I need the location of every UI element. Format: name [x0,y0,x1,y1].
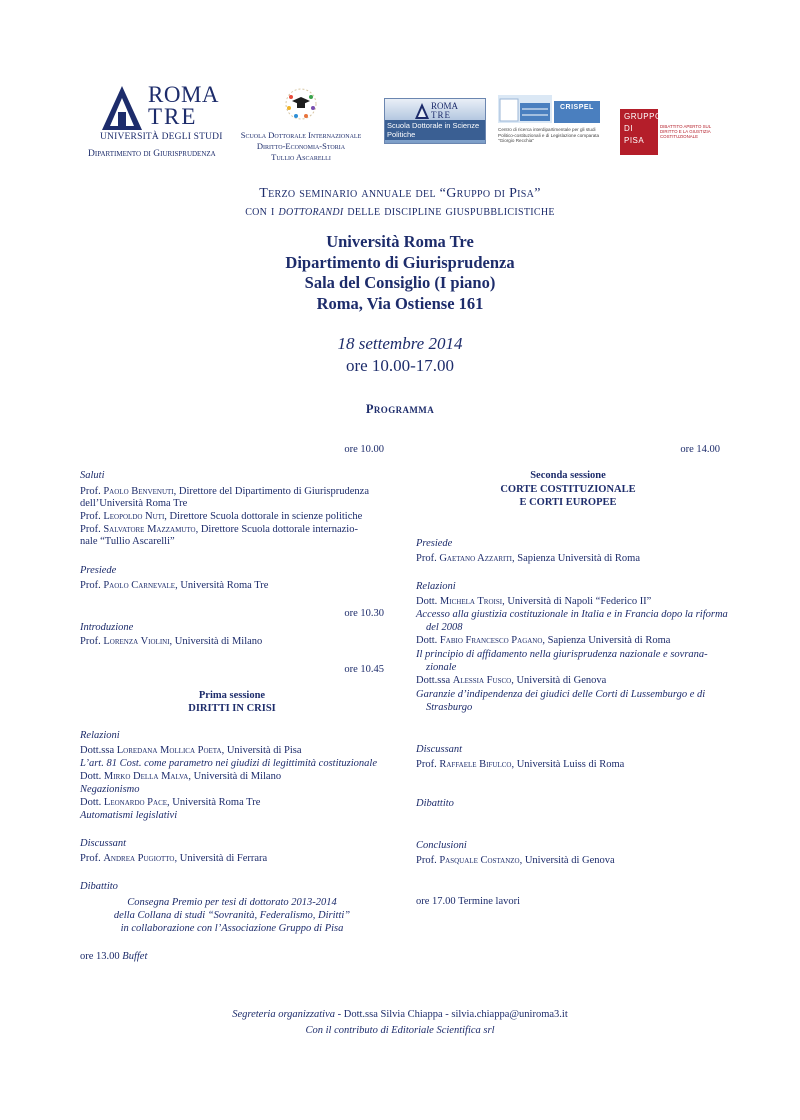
introduzione-label: Introduzione [80,622,134,633]
venue-line: Roma, Via Ostiense 161 [316,293,484,313]
sdsp-word2: TRE [431,110,451,120]
speaker-line: Prof. Paolo Benvenuti, Direttore del Dipartimento di Giurisprudenza [80,486,369,497]
speaker-line: Prof. Lorenza Violini, Università di Milano [80,636,263,647]
roma-tre-word1: ROMA [148,82,220,107]
session-title: Seconda sessione [530,470,606,481]
speaker-line: Prof. Leopoldo Nuti, Direttore Scuola dottorale in scienze politiche [80,511,363,522]
discussant-label: Discussant [80,838,127,849]
speaker-line: Prof. Paolo Carnevale, Università Roma Tre [80,580,269,591]
venue-line: Università Roma Tre [326,232,474,251]
session-subtitle: CORTE COSTITUZIONALE [500,484,636,495]
premio-line: in collaborazione con l’Associazione Gruppo di Pisa [120,923,344,934]
footer-contributo: Con il contributo di Editoriale Scientifica srl [305,1025,495,1036]
saluti-label: Saluti [80,470,105,481]
relazioni-label: Relazioni [80,730,120,741]
speaker-line: Dott. Fabio Francesco Pagano, Sapienza Università di Roma [416,635,671,646]
speaker-line: Dott. Leonardo Pace, Università Roma Tre [80,797,261,808]
presiede-label: Presiede [416,538,453,549]
crispel-text: Centro di ricerca interdipartimentale per gli studi Politico-costituzionali e di Legislazione comparata "Giorgio Recchia" [498,127,600,144]
talk-title: del 2008 [426,622,463,633]
session-subtitle: DIRITTI IN CRISI [188,703,276,714]
buffet-line: ore 13.00 Buffet [80,951,148,962]
dibattito-label: Dibattito [416,798,454,809]
scuola-line2: Diritto-Economia-Storia [256,141,346,151]
department-name: Dipartimento di Giurisprudenza [88,149,216,159]
talk-title: L’art. 81 Cost. come parametro nei giudizi di legittimità costituzionale [80,758,378,769]
scuola-line3: Tullio Ascarelli [271,152,331,162]
speaker-line: Prof. Raffaele Bifulco, Università Luiss di Roma [416,759,625,770]
sdsp-caption: Scuola Dottorale in Scienze Politiche [385,120,485,140]
conclusioni-label: Conclusioni [416,840,467,851]
talk-title: Accesso alla giustizia costituzionale in Italia e in Francia dopo la riforma [416,609,728,620]
scuola-line1: Scuola Dottorale Internazionale [240,130,362,140]
event-date: 18 settembre 2014 [337,334,463,353]
speaker-line: nale “Tullio Ascarelli” [80,536,175,547]
segreteria-label: Segreteria organizzativa [232,1009,335,1020]
footer-segreteria [0,1009,800,1020]
talk-title: Il principio di affidamento nella giurisprudenza nazionale e sovrana- [416,649,708,660]
discussant-label: Discussant [416,744,463,755]
time-label: ore 10.45 [344,664,384,675]
speaker-line: Dott.ssa Loredana Mollica Poeta, Università di Pisa [80,745,302,756]
title-line2-post: delle discipline giuspubblicistiche [347,204,555,219]
roma-tre-university: UNIVERSITÀ DEGLI STUDI [100,132,223,142]
presiede-label: Presiede [80,565,117,576]
roma-tre-word2: TRE [148,104,198,129]
speaker-line: Dott. Mirko Della Malva, Università di Milano [80,771,282,782]
programma-heading: Programma [365,402,435,416]
talk-title: zionale [426,662,457,673]
session-subtitle: E CORTI EUROPEE [519,497,617,508]
end-time: ore 17.00 Termine lavori [416,896,521,907]
title-line2-em: dottorandi [278,204,344,219]
speaker-line: Dott.ssa Alessia Fusco, Università di Genova [416,675,607,686]
crispel-label: CRISPEL [560,104,594,111]
time-label: ore 10.30 [344,608,384,619]
speaker-line: Prof. Pasquale Costanzo, Università di Genova [416,855,615,866]
gruppo-line2: DI [624,124,633,133]
speaker-line: Dott. Michela Troisi, Università di Napoli “Federico II” [416,596,652,607]
time-label: ore 10.00 [344,444,384,455]
event-time: ore 10.00-17.00 [345,356,455,375]
venue-line: Dipartimento di Giurisprudenza [285,252,515,272]
venue-line: Sala del Consiglio (I piano) [304,273,496,292]
talk-title: Strasburgo [426,702,473,713]
gruppo-line3: PISA [624,136,645,145]
talk-title: Negazionismo [80,784,140,795]
dibattito-label: Dibattito [80,881,118,892]
session-title: Prima sessione [198,690,266,701]
title-line2-pre: con i [245,204,275,219]
gruppo-subtitle: DIBATTITO APERTO SUL DIRITTO E LA GIUSTIZIA COSTITUZIONALE [660,124,711,140]
premio-line: della Collana di studi “Sovranità, Federalismo, Diritti” [113,910,351,921]
speaker-line: Prof. Andrea Pugiotto, Università di Ferrara [80,853,268,864]
premio-line: Consegna Premio per tesi di dottorato 2013-2014 [127,897,337,908]
speaker-line: Prof. Salvatore Mazzamuto, Direttore Scuola dottorale internazio- [80,524,358,535]
relazioni-label: Relazioni [416,581,456,592]
time-label: ore 14.00 [680,444,720,455]
talk-title: Automatismi legislativi [80,810,178,821]
speaker-line: Prof. Gaetano Azzariti, Sapienza Università di Roma [416,553,640,564]
gruppo-line1: GRUPPO [624,112,662,121]
segreteria-contact: - Dott.ssa Silvia Chiappa - silvia.chiappa@uniroma3.it [335,1009,568,1020]
talk-title: Garanzie d’indipendenza dei giudici delle Corti di Lussemburgo e di [416,689,706,700]
speaker-line: dell’Università Roma Tre [80,498,188,509]
seminar-title-line1: Terzo seminario annuale del “Gruppo di Pisa” [259,186,541,201]
sdsp-word1: ROMA [431,101,459,111]
